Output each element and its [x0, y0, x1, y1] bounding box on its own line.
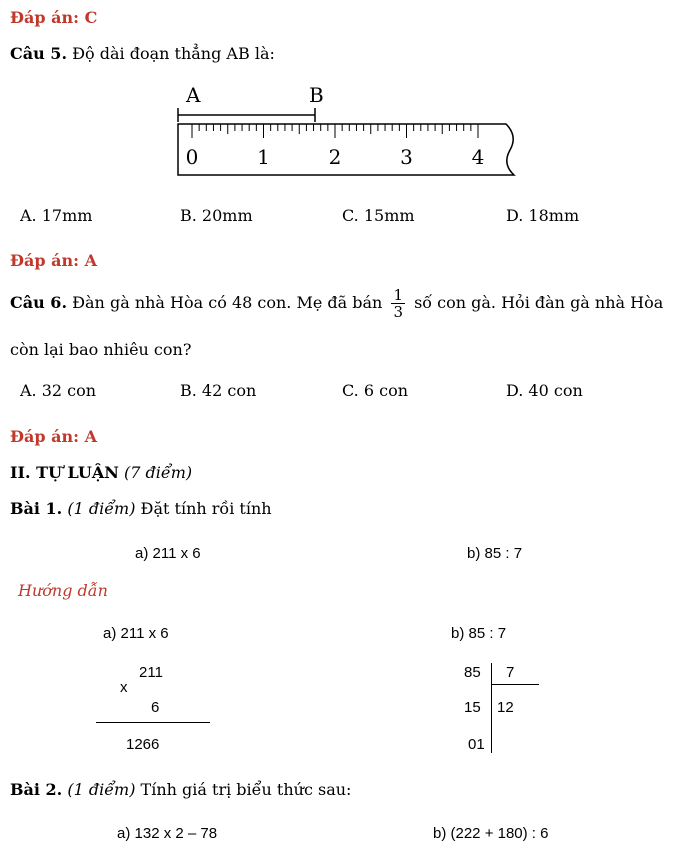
div-vertical-bar: [491, 663, 492, 753]
section-2-heading: [10, 463, 192, 482]
segment-ab: [178, 108, 315, 122]
section-2-points: (7 điểm): [118, 463, 193, 482]
bai-2-points: (1 điểm): [62, 780, 136, 799]
question-6-line2: còn lại bao nhiêu con?: [10, 340, 192, 359]
question-6-text-before: Đàn gà nhà Hòa có 48 con. Mẹ đã bán: [67, 293, 383, 312]
point-a-label: A: [186, 83, 201, 107]
bai-1-label: Bài 1.: [10, 499, 63, 518]
answer-q6: Đáp án: A: [10, 427, 97, 446]
question-6-label: Câu 6.: [10, 293, 68, 312]
q5-option-b[interactable]: B. 20mm: [180, 206, 253, 225]
point-b-label: B: [309, 83, 324, 107]
question-5-label: Câu 5.: [10, 44, 68, 63]
ruler-number: 2: [328, 145, 342, 169]
q6-option-c[interactable]: C. 6 con: [342, 381, 409, 400]
question-6: [10, 285, 663, 321]
ruler-number: 0: [185, 145, 199, 169]
bai-2-text: Tính giá trị biểu thức sau:: [135, 780, 352, 799]
ruler-body: [178, 124, 514, 175]
answer-c: Đáp án: C: [10, 8, 98, 27]
div-divisor: 7: [506, 664, 515, 681]
q6-option-d[interactable]: D. 40 con: [506, 381, 583, 400]
question-5-text: Độ dài đoạn thẳng AB là:: [67, 44, 275, 63]
bai-1-points: (1 điểm): [62, 499, 136, 518]
question-6-text-after: số con gà. Hỏi đàn gà nhà Hòa: [414, 293, 664, 312]
ruler-figure: [170, 80, 520, 180]
fraction-denominator: 3: [393, 303, 403, 321]
div-step: 15: [464, 699, 481, 716]
q6-option-b[interactable]: B. 42 con: [180, 381, 257, 400]
bai-2-part-a: a) 132 x 2 – 78: [117, 825, 218, 842]
bai-2-part-b: b) (222 + 180) : 6: [433, 825, 549, 842]
q6-option-a[interactable]: A. 32 con: [20, 381, 97, 400]
ruler-number: 3: [400, 145, 413, 169]
mul-result: 1266: [126, 736, 160, 753]
bai-2: [10, 780, 351, 799]
mul-sign: x: [120, 679, 128, 696]
div-remainder: 01: [468, 736, 485, 753]
answer-q5: Đáp án: A: [10, 251, 97, 270]
q5-option-c[interactable]: C. 15mm: [342, 206, 415, 225]
q5-option-d[interactable]: D. 18mm: [506, 206, 580, 225]
solution-b-label: b) 85 : 7: [451, 625, 507, 642]
fraction-numerator: 1: [393, 286, 403, 304]
ruler-number: 1: [257, 145, 270, 169]
huong-dan-heading: Hướng dẫn: [18, 581, 108, 600]
div-dividend: 85: [464, 664, 481, 681]
div-divisor-line: [491, 684, 539, 685]
mul-top-number: 211: [139, 664, 163, 681]
bai-1-text: Đặt tính rồi tính: [135, 499, 272, 518]
bai-1-part-a: a) 211 x 6: [135, 545, 201, 562]
solution-a-label: a) 211 x 6: [103, 625, 169, 642]
question-5: [10, 44, 275, 63]
section-2-title: II. TỰ LUẬN: [10, 463, 119, 482]
bai-2-label: Bài 2.: [10, 780, 63, 799]
bai-1: [10, 499, 272, 518]
mul-bottom-number: 6: [151, 699, 160, 716]
mul-underline: [96, 722, 210, 723]
div-quotient: 12: [497, 699, 514, 716]
fraction-one-third: [391, 287, 405, 320]
ruler-number: 4: [471, 145, 485, 169]
bai-1-part-b: b) 85 : 7: [467, 545, 523, 562]
q5-option-a[interactable]: A. 17mm: [20, 206, 93, 225]
